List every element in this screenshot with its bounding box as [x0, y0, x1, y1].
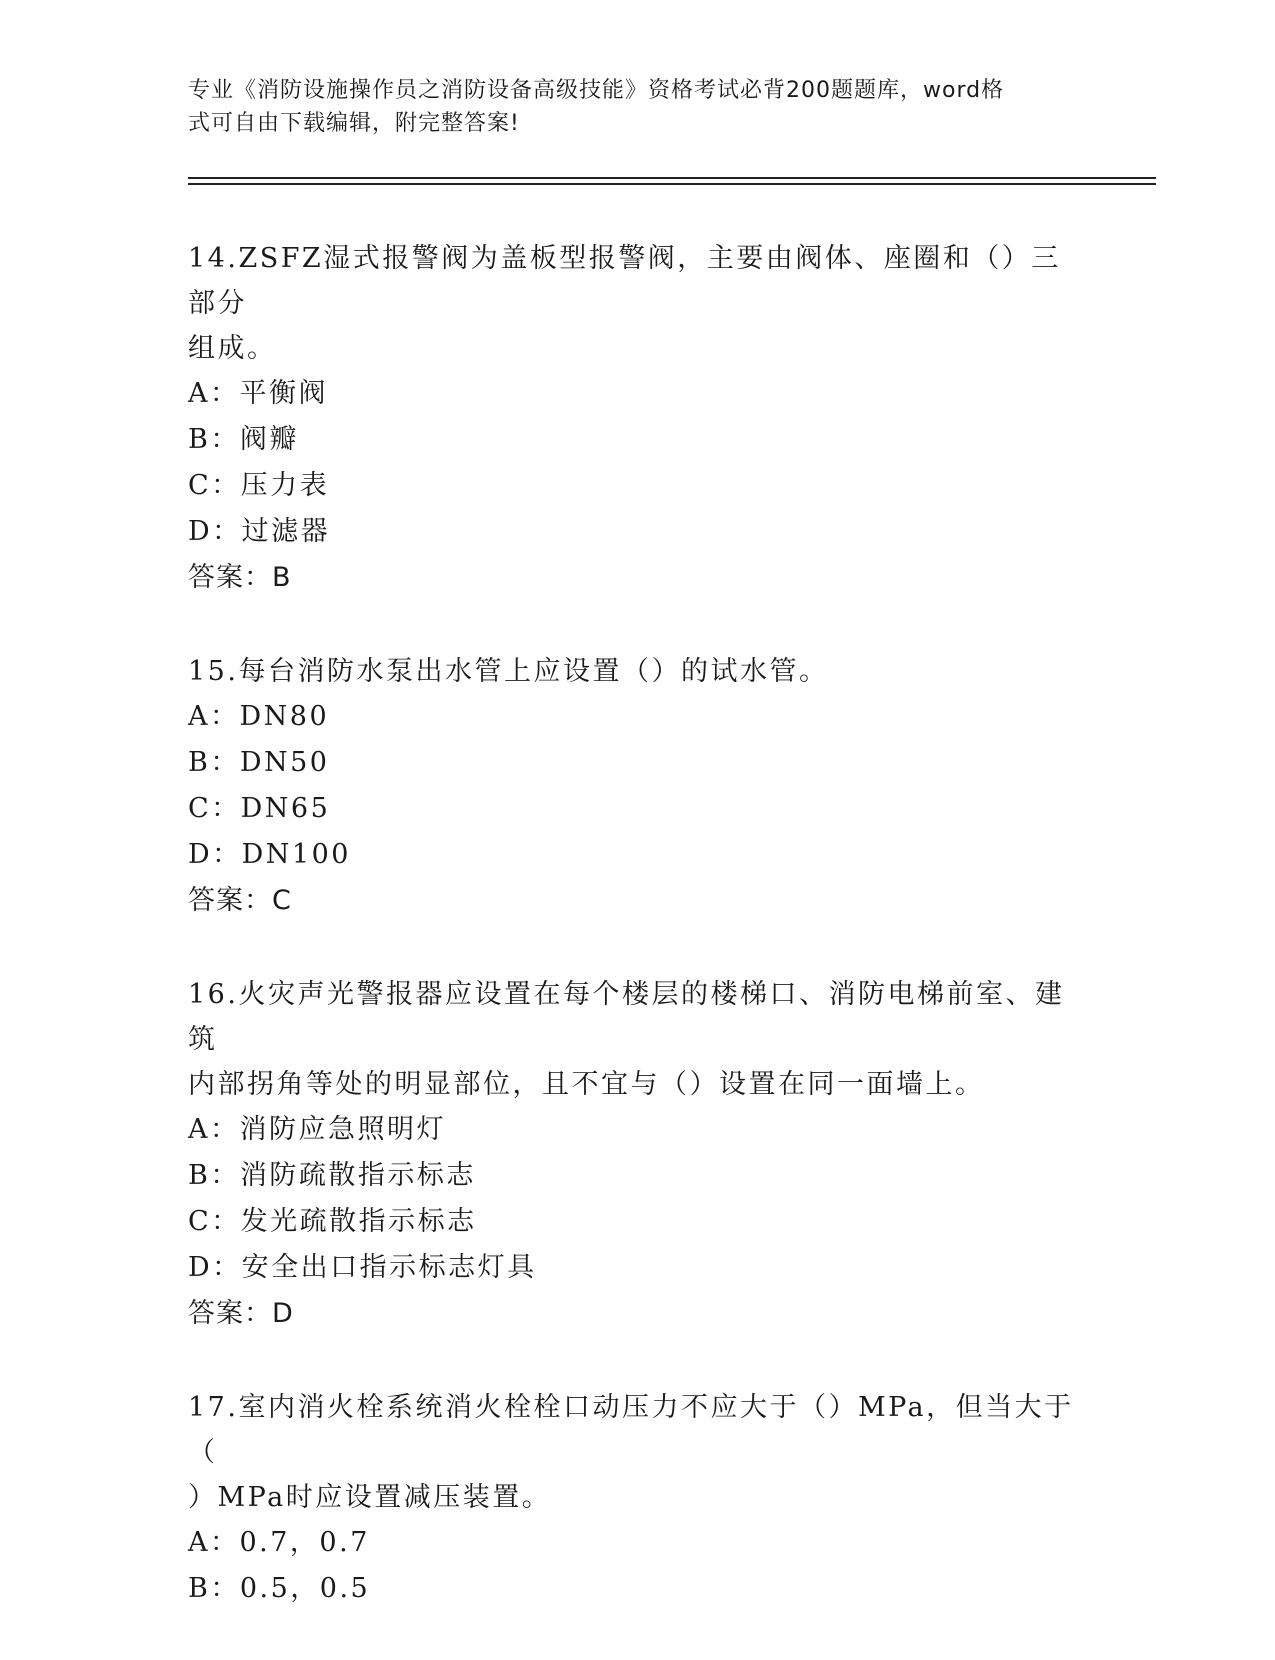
- document-header: [188, 74, 1068, 140]
- question-line: ）MPa时应设置减压装置。: [188, 1482, 552, 1513]
- header-line-1: 专业《消防设施操作员之消防设备高级技能》资格考试必背200题题库，word格: [188, 78, 1005, 103]
- question-16: [188, 972, 1088, 1337]
- question-line: 内部拐角等处的明显部位，且不宜与（）设置在同一面墙上。: [188, 1069, 985, 1100]
- option-b: B：0.5，0.5: [188, 1573, 371, 1604]
- option-c: C：压力表: [188, 470, 330, 501]
- answer: 答案：D: [188, 1298, 294, 1329]
- option-c: C：发光疏散指示标志: [188, 1206, 477, 1237]
- question-14: [188, 236, 1088, 601]
- question-text: [188, 1385, 1088, 1520]
- question-15: [188, 649, 1088, 924]
- option-a: A：DN80: [188, 701, 330, 732]
- header-line-2: 式可自由下载编辑，附完整答案!: [188, 111, 520, 136]
- option-b: B：消防疏散指示标志: [188, 1160, 476, 1191]
- option-d: D：安全出口指示标志灯具: [188, 1252, 537, 1283]
- question-line: 14.ZSFZ湿式报警阀为盖板型报警阀，主要由阀体、座圈和（）三部分: [188, 243, 1061, 319]
- question-line: 16.火灾声光警报器应设置在每个楼层的楼梯口、消防电梯前室、建筑: [188, 979, 1065, 1055]
- question-text: [188, 972, 1088, 1107]
- option-d: D：DN100: [188, 839, 351, 870]
- answer: 答案：B: [188, 562, 292, 593]
- question-line: 17.室内消火栓系统消火栓栓口动压力不应大于（）MPa，但当大于（: [188, 1392, 1074, 1468]
- question-17: [188, 1385, 1088, 1612]
- option-d: D：过滤器: [188, 516, 331, 547]
- question-line: 组成。: [188, 333, 277, 364]
- option-a: A：0.7，0.7: [188, 1527, 370, 1558]
- option-b: B：阀瓣: [188, 424, 299, 455]
- option-a: A：平衡阀: [188, 378, 328, 409]
- header-divider-bottom: [188, 183, 1156, 185]
- question-line: 15.每台消防水泵出水管上应设置（）的试水管。: [188, 656, 829, 687]
- question-text: [188, 649, 1088, 694]
- header-divider-top: [188, 177, 1156, 179]
- option-c: C：DN65: [188, 793, 331, 824]
- option-a: A：消防应急照明灯: [188, 1114, 446, 1145]
- answer: 答案：C: [188, 885, 292, 916]
- question-text: [188, 236, 1088, 371]
- question-list: [188, 236, 1088, 1660]
- option-b: B：DN50: [188, 747, 330, 778]
